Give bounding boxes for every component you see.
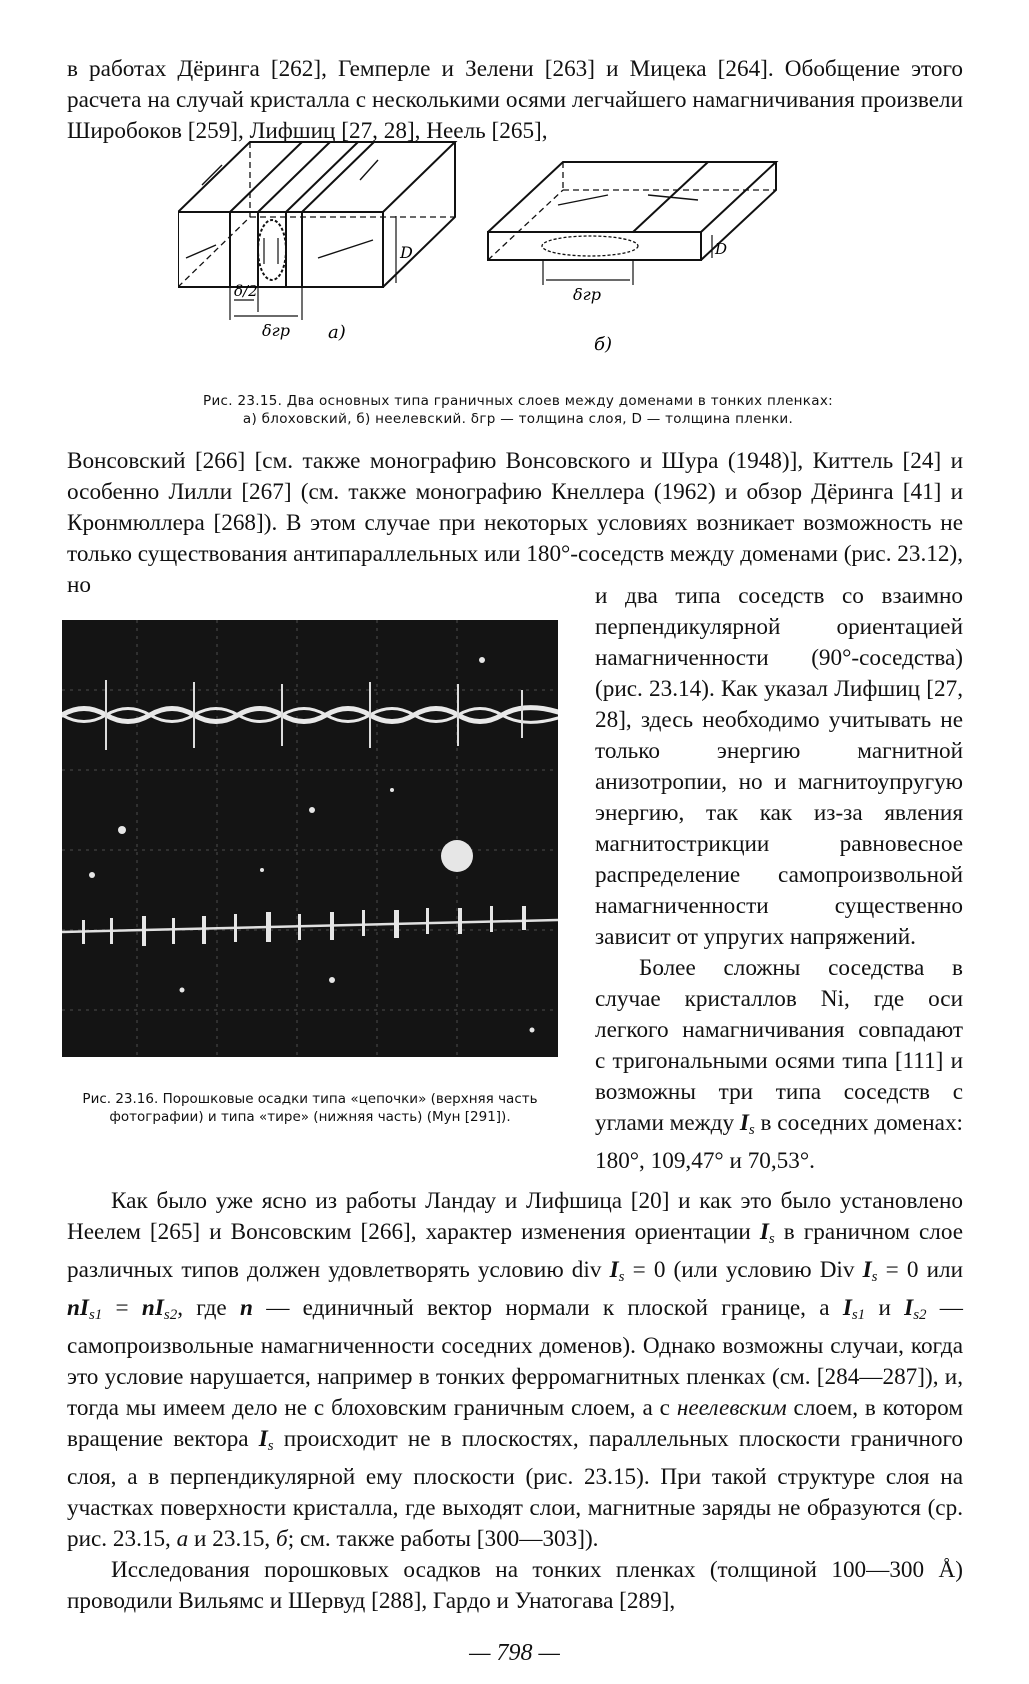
math-subscript: s [768, 1231, 775, 1247]
text-run: = 0 или [877, 1257, 963, 1283]
math-symbol: I [862, 1257, 872, 1283]
math-subscript: s [267, 1438, 274, 1454]
math-subscript: s1 [851, 1307, 866, 1323]
text-run: — единичный вектор нормали к плоской границе, а [252, 1295, 843, 1321]
text-run: = [102, 1295, 142, 1321]
mid-paragraph-text: Вонсовский [266] [см. также монографию Вонсовского и Шура (1948)], Киттель [24] и особенно Лилли [267] (см. также монографию Кнеллера (1962) и обзор Дёринга [41] и Кронмюллера [268]). В этом случае при некоторых условиях возникает возможность не только существования антипараллельных или 180°-соседств между доменами (рис. 23.12), но [67, 448, 963, 598]
domain-wall-diagram [178, 140, 858, 385]
bottom-text [67, 1186, 963, 1617]
math-subscript: s1 [88, 1307, 103, 1323]
powder-pattern-photo [62, 620, 558, 1057]
side-paragraph-2-part-b: в соседних доменах: 180°, 109,47° и 70,53°. [595, 1110, 964, 1174]
text-run: , где [177, 1295, 241, 1321]
italic-term: неелевским [676, 1395, 787, 1421]
math-symbol: n [141, 1295, 155, 1321]
caption-line-2: а) блоховский, б) неелевский. δгр — толщина слоя, D — толщина пленки. [242, 411, 794, 427]
figure-23-15-caption [128, 392, 908, 428]
text-run: — самопроизвольные намагниченности соседних доменов). Однако возможны случаи, когда это условие нарушается, например в тонких ферромагнитных пленках (см. [284—287]), и, тогда мы имеем дело не с блоховским граничным слоем, а с [67, 1295, 963, 1421]
page-number: — 798 — [469, 1640, 560, 1666]
italic-letter: б [276, 1526, 288, 1552]
delta-gr-label-a: δгр [262, 321, 290, 340]
math-subscript: s2 [913, 1307, 927, 1323]
bottom-paragraph-2: Исследования порошковых осадков на тонких пленках (толщиной 100—300 Å) проводили Вильямс и Шервуд [288], Гардо и Унатогава [289], [67, 1557, 963, 1614]
math-symbol: I [258, 1426, 268, 1452]
math-symbol: I [759, 1219, 769, 1245]
figure-label-b: б) [594, 334, 613, 355]
top-paragraph [67, 54, 963, 147]
text-run: и 23.15, [188, 1526, 277, 1552]
side-paragraph-2 [595, 953, 963, 1177]
text-run: ; см. также работы [300—303]). [287, 1526, 599, 1552]
text-run: происходит не в плоскостях, параллельных плоскости граничного слоя, а в перпендикулярной ему плоскости (рис. 23.15). При такой структуре слоя на участках поверхности кристалла, где выходят слои, магнитные заряды не образуются (ср. рис. 23.15, [67, 1426, 963, 1552]
math-symbol: I [154, 1295, 164, 1321]
mid-paragraph [67, 446, 963, 601]
text-run: = 0 (или условию Div [624, 1257, 863, 1283]
figure-23-16-caption: Рис. 23.16. Порошковые осадки типа «цепочки» (верхняя часть фотографии) и типа «тире» (нижняя часть) (Мун [291]). [82, 1091, 538, 1125]
math-subscript: s [871, 1269, 878, 1285]
side-column-text [595, 581, 963, 1177]
math-symbol: I [842, 1295, 852, 1321]
text-run: слоем, в котором вращение вектора [67, 1395, 964, 1452]
text-run: в граничном слое различных типов должен удовлетворять условию div [67, 1219, 963, 1283]
side-paragraph-2-part-a: Более сложны соседства в случае кристаллов Ni, где оси легкого намагничивания совпадают с тригональными осями типа [111] и возможны три типа соседств с углами между [595, 955, 963, 1136]
math-symbol: I [79, 1295, 89, 1321]
text-run: Как было уже ясно из работы Ландау и Лифшица [20] и как это было установлено Неелем [265] и Вонсовским [266], характер изменения ориентации [67, 1188, 963, 1245]
side-paragraph-1: и два типа соседств со взаимно перпендикулярной ориентацией намагниченности (90°-соседства) (рис. 23.14). Как указал Лифшиц [27, 28], здесь необходимо учитывать не только энергию магнитной анизотропии, но и магнитоупругую энергию, так как из-за явления магнитострикции равновесное распределение самопроизвольной намагниченности существенно зависит от упругих напряжений. [595, 583, 963, 950]
math-symbol: I [904, 1295, 914, 1321]
math-symbol: I [609, 1257, 619, 1283]
text-run: и [865, 1295, 905, 1321]
math-subscript: s [618, 1269, 625, 1285]
delta-half-label: δ/2 [234, 282, 258, 300]
math-subscript: s2 [163, 1307, 178, 1323]
is-subscript: s [748, 1122, 755, 1138]
math-symbol: n [67, 1295, 80, 1321]
italic-letter: а [176, 1526, 189, 1552]
top-paragraph-text: в работах Дёринга [262], Гемперле и Зелени [263] и Мицека [264]. Обобщение этого расчета на случай кристалла с несколькими осями легчайшего намагничивания произвели Широбоков [259], Лифшиц [27, 28], Неель [265], [67, 56, 963, 144]
figure-label-a: а) [328, 322, 346, 343]
d-label-b: D [715, 240, 728, 258]
bottom-paragraph-1 [67, 1186, 963, 1555]
caption-line-1: Рис. 23.15. Два основных типа граничных слоев между доменами в тонких пленках: [203, 393, 833, 409]
math-symbol: n [240, 1295, 253, 1321]
neel-wall-block [488, 162, 776, 285]
is-symbol: I [739, 1110, 749, 1136]
d-label-a: D [400, 243, 413, 262]
figure-23-15 [178, 140, 858, 385]
delta-gr-label-b: δгр [573, 285, 601, 304]
powder-pattern-image [62, 620, 558, 1057]
bloch-wall-block [178, 142, 455, 320]
